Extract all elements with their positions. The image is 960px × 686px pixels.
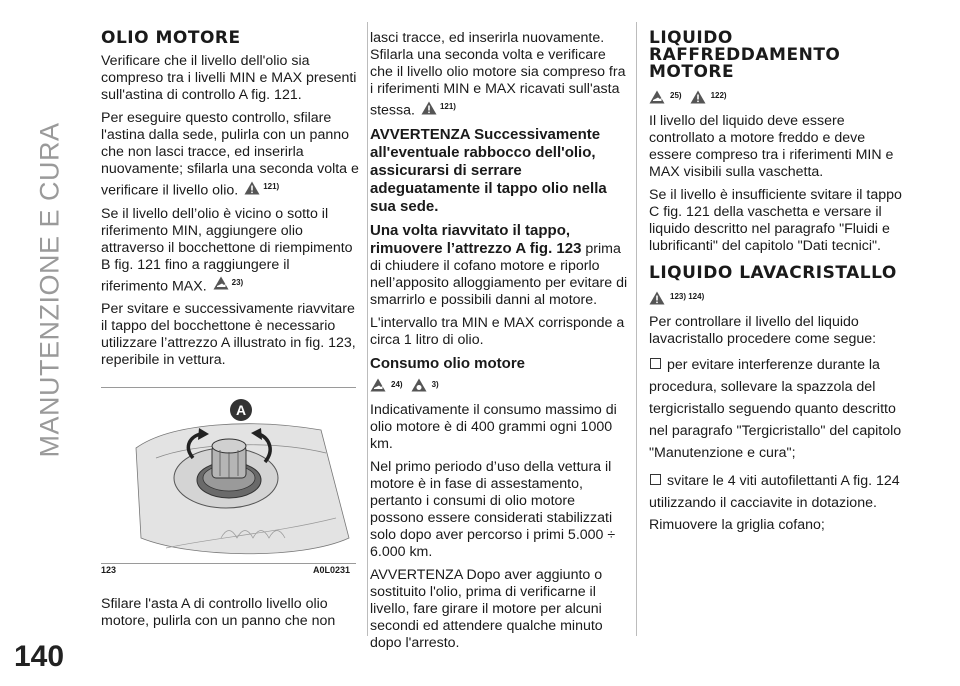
paragraph: AVVERTENZA Dopo aver aggiunto o sostituito l'olio, prima di verificarne il livello, fare girare il motore per alcuni secondi ed attendere qualche minuto dopo l'arresto. — [370, 566, 603, 651]
figure-oil-cap-tool — [101, 387, 356, 564]
oil-cap-illustration — [101, 388, 356, 563]
reference-row — [649, 288, 907, 308]
reference-row — [370, 376, 628, 396]
bullet-item: svitare le 4 viti autofilettanti A fig. 124 utilizzando il cacciavite in dotazione. Rimuovere la griglia cofano; — [649, 473, 900, 533]
warning-triangle-icon — [690, 90, 706, 104]
column-divider — [636, 22, 637, 636]
checkbox-bullet-icon — [650, 474, 661, 485]
reference-number: 123) 124) — [670, 292, 705, 301]
paragraph: Per eseguire questo controllo, sfilare l'astina dalla sede, pulirla con un panno che non lasci tracce, ed inserirla nuovamente; sfilarla una seconda volta e verificare il livello olio. $^{121)}$ — [101, 110, 359, 199]
paragraph: Se il livello dell’olio è vicino o sotto il riferimento MIN, aggiungere olio attraverso il bocchettone di riempimento B fig. 121 fino a raggiungere il riferimento MAX. $^{23)}$ — [101, 205, 353, 295]
reference-row — [649, 87, 907, 107]
column-divider — [367, 22, 368, 636]
oil-warning-icon — [649, 90, 665, 104]
figure-callout: A — [235, 402, 247, 418]
figure-code: A0L0231 — [313, 565, 351, 575]
paragraph: Per svitare e successivamente riavvitare il tappo del bocchettone è necessario utilizzare l’attrezzo A illustrato in fig. 123, reperibile in vettura. — [101, 301, 356, 369]
warning-triangle-icon — [244, 181, 260, 195]
figure-number: 123 — [101, 565, 117, 575]
reference-number: 24) — [391, 379, 403, 389]
column-1-continued — [101, 596, 359, 636]
page-number: 140 — [14, 640, 65, 673]
paragraph: Se il livello è insufficiente svitare il tappo C fig. 121 della vaschetta e versare il liquido descritto nel paragrafo "Fluidi e lubrificanti" del capitolo "Dati tecnici". — [649, 187, 902, 254]
checkbox-bullet-icon — [650, 358, 661, 369]
paragraph: Nel primo periodo d’uso della vettura il motore è in fase di assestamento, pertanto i consumi di olio motore possono essere considerati stabilizzati solo dopo aver percorso i primi 5.000 ÷ 6.000 km. — [370, 458, 616, 560]
warning-triangle-icon — [649, 291, 665, 305]
paragraph: Sfilare l'asta A di controllo livello olio motore, pulirla con un panno che non — [101, 596, 336, 629]
reference-number: 3) — [431, 379, 439, 389]
paragraph: Verificare che il livello dell'olio sia compreso tra i livelli MIN e MAX presenti sull'astina di controllo A fig. 121. — [101, 53, 357, 103]
column-2 — [370, 30, 628, 658]
reference-number: 25) — [670, 91, 682, 100]
section-heading-liquido-lavacristallo: LIQUIDO LAVACRISTALLO — [649, 263, 897, 283]
reference-number: 23) — [231, 277, 244, 287]
column-1 — [101, 30, 359, 375]
paragraph: lasci tracce, ed inserirla nuovamente. Sfilarla una seconda volta e verificare che il livello olio motore sia compreso fra i riferimenti MIN e MAX ricavati sull'asta stessa. $^{121)}$ — [370, 30, 626, 119]
column-3 — [649, 30, 907, 542]
subheading-consumo-olio: Consumo olio motore — [370, 354, 525, 372]
warning-text: AVVERTENZA Successivamente all'eventuale rabbocco dell'olio, assicurarsi di serrare adeguatamente il tappo olio nella sua sede. — [370, 125, 607, 215]
oil-warning-icon — [213, 276, 229, 290]
paragraph: Il livello del liquido deve essere controllato a motore freddo e deve essere compreso tra i riferimenti MIN e MAX visibili sulla vaschetta. — [649, 113, 894, 180]
reference-number: 121) — [439, 102, 456, 111]
environment-icon — [411, 378, 427, 392]
paragraph: Indicativamente il consumo massimo di olio motore è di 400 grammi ogni 1000 km. — [370, 401, 617, 452]
paragraph: L'intervallo tra MIN e MAX corrisponde a circa 1 litro di olio. — [370, 314, 625, 348]
paragraph: Per controllare il livello del liquido lavacristallo procedere come segue: — [649, 314, 877, 347]
bullet-item: per evitare interferenze durante la procedura, sollevare la spazzola del tergicristallo seguendo quanto descritto nel paragrafo "Tergicristallo" del capitolo "Manutenzione e cura"; — [649, 357, 902, 461]
reference-number: 121) — [263, 182, 280, 191]
warning-triangle-icon — [421, 101, 437, 115]
paragraph: Una volta riavvitato il tappo, rimuovere l’attrezzo A fig. 123 prima di chiudere il cofano motore e riporlo nell’apposito alloggiamento per evitare di smarrirlo e possibili danni al motore. — [370, 221, 628, 308]
reference-number: 122) — [710, 91, 727, 100]
section-heading-liquido-raffreddamento: LIQUIDO RAFFREDDAMENTO MOTORE — [649, 28, 841, 82]
oil-warning-icon — [370, 378, 386, 392]
section-heading-olio-motore: OLIO MOTORE — [101, 28, 241, 48]
